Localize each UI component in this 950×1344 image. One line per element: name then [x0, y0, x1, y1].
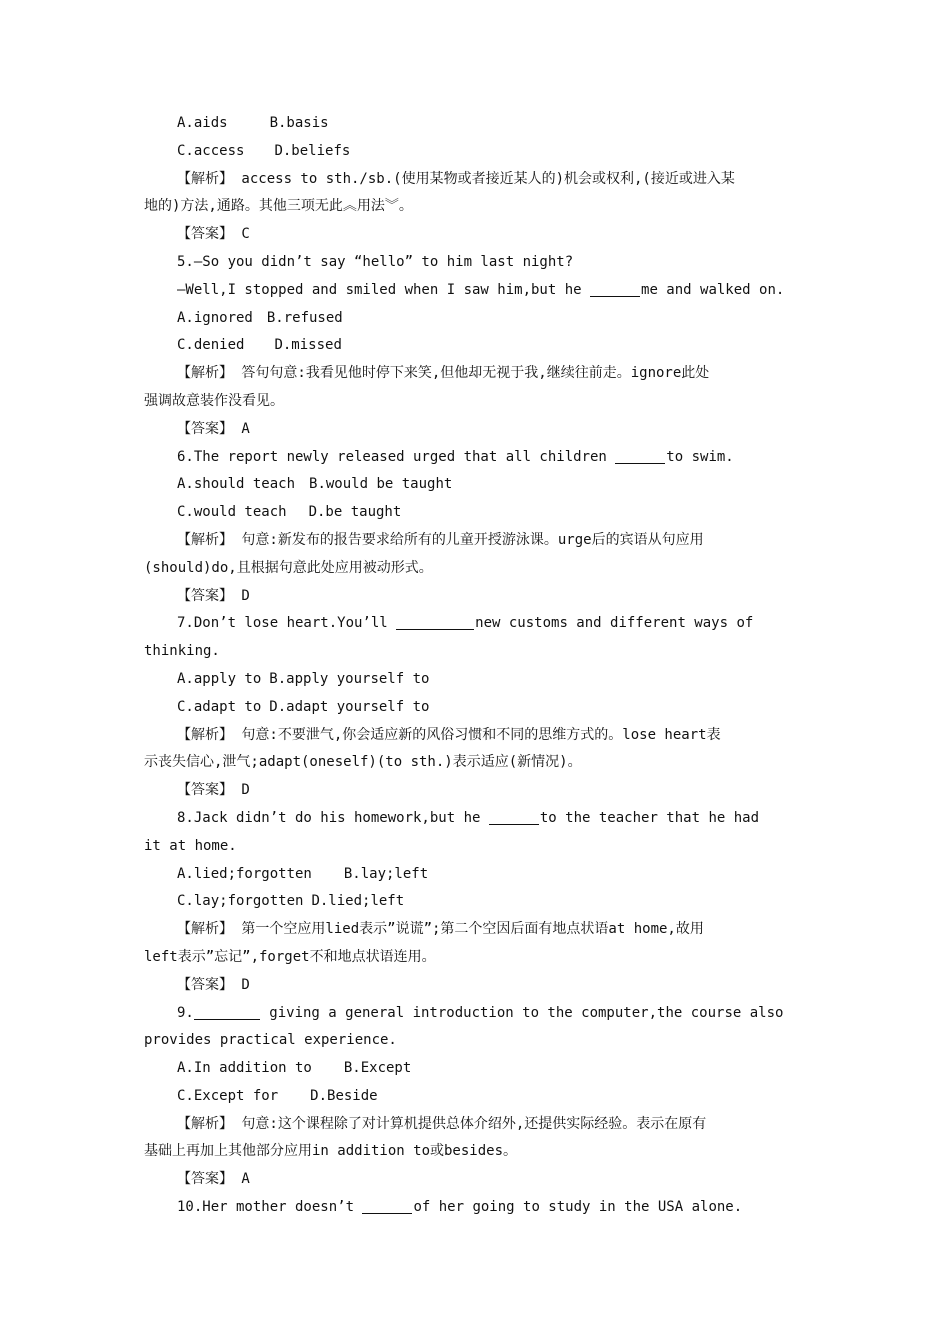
q5-stem-part2: me and walked on.: [641, 281, 785, 298]
q4-analysis-line2: 地的)方法,通路。其他三项无此︽用法︾。: [144, 198, 413, 215]
q8-stem-part2: to the teacher that he had: [539, 809, 760, 826]
q9-answer: 【答案】 A: [177, 1171, 250, 1188]
q5-blank: [590, 282, 640, 297]
q5-option-d: D.missed: [274, 337, 342, 354]
q9-stem-line2: provides practical experience.: [144, 1032, 397, 1049]
document-page: [144, 110, 806, 1222]
q7-option-b: B.apply yourself to: [269, 670, 430, 687]
q7-blank: [396, 615, 474, 630]
q9-options-row1: [144, 1055, 806, 1083]
q7-stem-part1: 7.Don’t lose heart.You’ll: [177, 615, 397, 632]
q8-options-row2: [144, 888, 806, 916]
q5-stem-line1: 5.—So you didn’t say “hello” to him last night?: [177, 253, 574, 270]
q8-option-d: D.lied;left: [311, 893, 405, 910]
q6-option-a: A.should teach: [177, 476, 296, 493]
q6-options-row2: [144, 499, 806, 527]
q8-option-b: B.lay;left: [343, 865, 429, 882]
q8-analysis-line2: left表示”忘记”,forget不和地点状语连用。: [144, 948, 436, 965]
q6-options-row1: [144, 471, 806, 499]
q7-stem-part2: new customs and different ways of: [475, 615, 754, 632]
q9-stem-part2: giving a general introduction to the computer,the course also: [260, 1004, 784, 1021]
q10-stem-part2: of her going to study in the USA alone.: [413, 1199, 743, 1216]
q9-stem-line1: [144, 1000, 806, 1028]
q8-options-row1: [144, 861, 806, 889]
q6-option-b: B.would be taught: [309, 476, 453, 493]
q7-options-row1: [144, 666, 806, 694]
q10-blank: [362, 1199, 412, 1214]
q4-option-d: D.beliefs: [274, 142, 351, 159]
q8-stem-line1: [144, 805, 806, 833]
q9-option-a: A.In addition to: [177, 1060, 312, 1077]
q7-options-row2: [144, 694, 806, 722]
q4-options-row1: [144, 110, 806, 138]
q9-stem-part1: 9.: [177, 1004, 194, 1021]
q4-options-row2: [144, 138, 806, 166]
q6-analysis-line2: (should)do,且根据句意此处应用被动形式。: [144, 559, 433, 576]
q7-stem-line2: thinking.: [144, 643, 220, 660]
q5-option-b: B.refused: [266, 309, 343, 326]
q6-option-c: C.would teach: [177, 504, 287, 521]
q8-blank: [489, 810, 539, 825]
q5-analysis-line2: 强调故意装作没看见。: [144, 392, 284, 409]
q9-analysis-line2: 基础上再加上其他部分应用in addition to或besides。: [144, 1143, 518, 1160]
q7-analysis-line2: 示丧失信心,泄气;adapt(oneself)(to sth.)表示适应(新情况)。: [144, 754, 582, 771]
q6-analysis-line1: 【解析】 句意:新发布的报告要求给所有的儿童开授游泳课。urge后的宾语从句应用: [177, 531, 704, 548]
q5-answer: 【答案】 A: [177, 420, 250, 437]
q8-analysis-line1: 【解析】 第一个空应用lied表示”说谎”;第二个空因后面有地点状语at home,故用: [177, 921, 704, 938]
q7-option-d: D.adapt yourself to: [269, 698, 430, 715]
q4-answer: 【答案】 C: [177, 226, 250, 243]
q5-stem-line2: [144, 277, 806, 305]
q5-analysis-line1: 【解析】 答句句意:我看见他时停下来笑,但他却无视于我,继续往前走。ignore此处: [177, 365, 710, 382]
q6-stem-part2: to swim.: [666, 448, 734, 465]
q4-option-c: C.access: [177, 142, 245, 159]
q5-option-c: C.denied: [177, 337, 245, 354]
q9-option-d: D.Beside: [310, 1087, 378, 1104]
q5-options-row2: [144, 332, 806, 360]
q10-stem-part1: 10.Her mother doesn’t: [177, 1199, 363, 1216]
q9-blank: [194, 1005, 260, 1020]
q6-stem: [144, 444, 806, 472]
q7-option-a: A.apply to: [177, 670, 262, 687]
q7-option-c: C.adapt to: [177, 698, 262, 715]
q10-stem: [144, 1194, 806, 1222]
q5-option-a: A.ignored: [177, 309, 253, 326]
q5-options-row1: [144, 305, 806, 333]
q9-option-c: C.Except for: [177, 1087, 279, 1104]
q8-option-a: A.lied;forgotten: [177, 865, 312, 882]
q8-stem-line2: it at home.: [144, 837, 237, 854]
q8-stem-part1: 8.Jack didn’t do his homework,but he: [177, 809, 489, 826]
q6-blank: [615, 449, 665, 464]
q5-stem-part1: —Well,I stopped and smiled when I saw him,but he: [177, 281, 591, 298]
q6-option-d: D.be taught: [308, 504, 402, 521]
q7-answer: 【答案】 D: [177, 782, 250, 799]
q9-option-b: B.Except: [343, 1060, 412, 1077]
q9-options-row2: [144, 1083, 806, 1111]
q4-option-a: A.aids: [177, 115, 228, 131]
q9-analysis-line1: 【解析】 句意:这个课程除了对计算机提供总体介绍外,还提供实际经验。表示在原有: [177, 1115, 707, 1132]
q4-analysis-line1: 【解析】 access to sth./sb.(使用某物或者接近某人的)机会或权利,(接近或进入某: [177, 170, 735, 187]
q7-stem-line1: [144, 610, 806, 638]
q4-option-b: B.basis: [269, 115, 329, 131]
q8-option-c: C.lay;forgotten: [177, 893, 304, 910]
q8-answer: 【答案】 D: [177, 976, 250, 993]
q7-analysis-line1: 【解析】 句意:不要泄气,你会适应新的风俗习惯和不同的思维方式的。lose heart表: [177, 726, 721, 743]
q6-stem-part1: 6.The report newly released urged that all children: [177, 448, 616, 465]
q6-answer: 【答案】 D: [177, 587, 250, 604]
